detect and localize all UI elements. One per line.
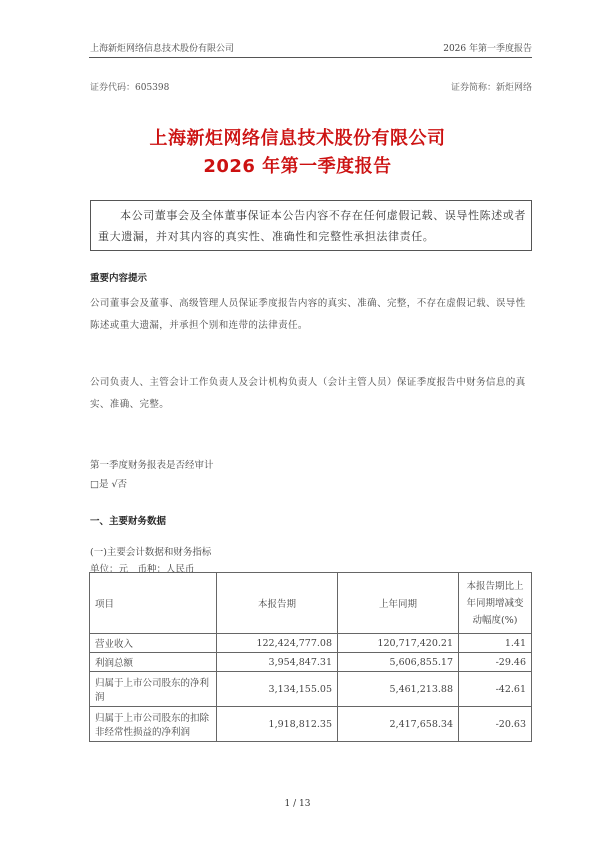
header-divider: [89, 57, 532, 58]
page-number: 1 / 13: [284, 799, 311, 809]
table-header-row: [90, 573, 532, 634]
doc-title-report: 2026 年第一季度报告: [203, 156, 392, 177]
row-label: 营业收入: [90, 634, 217, 653]
audit-answer: □是 √否: [90, 479, 128, 490]
important-heading: 重要内容提示: [90, 273, 148, 284]
table-row: [90, 634, 532, 653]
row-label: 利润总额: [90, 653, 217, 672]
current-value: 1,918,812.35: [217, 707, 338, 742]
change-value: -29.46: [459, 653, 532, 672]
running-header-report: 2026 年第一季度报告: [443, 44, 532, 54]
section-heading-financial: 一、主要财务数据: [90, 516, 167, 527]
financial-indicators-table: [89, 572, 532, 742]
table-row: [90, 653, 532, 672]
current-value: 122,424,777.08: [217, 634, 338, 653]
stock-code: 证券代码：605398: [90, 83, 170, 93]
col-header-change: 本报告期比上年同期增减变动幅度(%): [459, 573, 532, 634]
col-header-current: 本报告期: [217, 573, 338, 634]
prior-value: 5,606,855.17: [338, 653, 459, 672]
change-value: -42.61: [459, 672, 532, 707]
table-row: [90, 672, 532, 707]
stock-short-name: 证券简称：新炬网络: [450, 83, 532, 93]
change-value: 1.41: [459, 634, 532, 653]
change-value: -20.63: [459, 707, 532, 742]
audit-question: 第一季度财务报表是否经审计: [90, 460, 214, 471]
row-label: 归属于上市公司股东的净利润: [90, 672, 217, 707]
notice-text: 本公司董事会及全体董事保证本公告内容不存在任何虚假记载、误导性陈述或者重大遗漏，并对其内容的真实性、准确性和完整性承担法律责任。: [98, 209, 526, 243]
prior-value: 120,717,420.21: [338, 634, 459, 653]
unit-label: 单位：元 币种：人民币: [90, 564, 195, 575]
doc-title-company: 上海新炬网络信息技术股份有限公司: [149, 128, 446, 149]
running-header-company: 上海新炬网络信息技术股份有限公司: [90, 44, 235, 54]
important-para-1: 公司董事会及董事、高级管理人员保证季度报告内容的真实、准确、完整，不存在虚假记载、误导性陈述或重大遗漏，并承担个别和连带的法律责任。: [90, 298, 526, 331]
row-label: 归属于上市公司股东的扣除非经常性损益的净利润: [90, 707, 217, 742]
col-header-prior: 上年同期: [338, 573, 459, 634]
current-value: 3,954,847.31: [217, 653, 338, 672]
table-row: [90, 707, 532, 742]
prior-value: 2,417,658.34: [338, 707, 459, 742]
col-header-item: 项目: [90, 573, 217, 634]
current-value: 3,134,155.05: [217, 672, 338, 707]
subsection-heading: (一)主要会计数据和财务指标: [90, 547, 212, 558]
important-para-2: 公司负责人、主管会计工作负责人及会计机构负责人（会计主管人员）保证季度报告中财务信息的真实、准确、完整。: [90, 377, 526, 410]
prior-value: 5,461,213.88: [338, 672, 459, 707]
